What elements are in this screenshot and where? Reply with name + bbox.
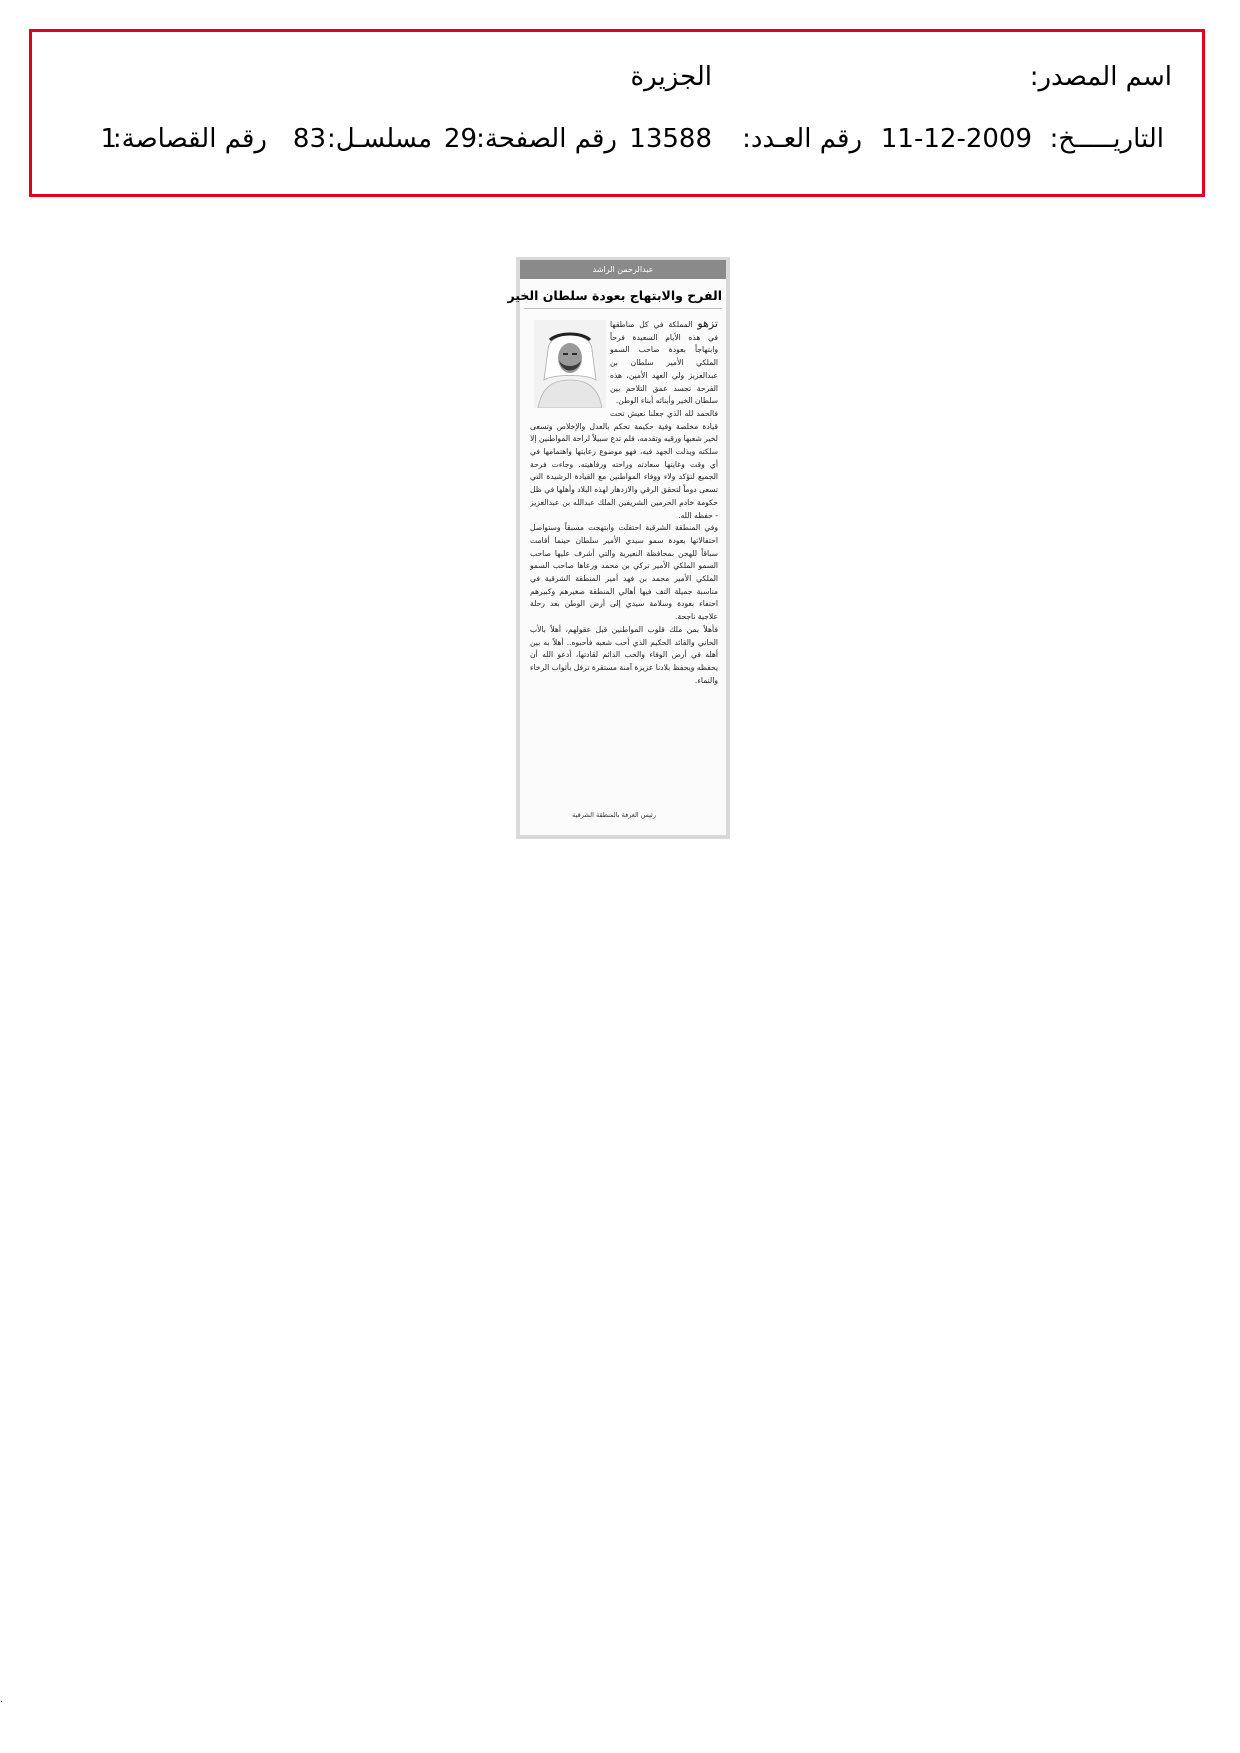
source-value: الجزيرة (630, 62, 712, 92)
source-label: اسم المصدر: (1029, 62, 1172, 92)
clipping-page (507, 260, 726, 835)
article-headline: الفرح والابتهاج بعودة سلطان الخير (524, 284, 722, 309)
details-row (32, 124, 1202, 164)
article-lead-word: تزهو (697, 318, 718, 330)
date-label: التاريـــــخ: (1049, 124, 1164, 154)
clip-number-label: رقم القصاصة: (112, 124, 267, 154)
paragraph-1: المملكة في كل مناطقها في هذه الأيام السعيدة فرحاً وابتهاجاً بعودة صاحب السمو الملكي الأمير سلطان بن عبدالعزيز ولي العهد الأمين، هذه الفرحة تجسد عمق التلاحم بين سلطان الخير وأبنائه أبناء الوطن. (610, 320, 718, 406)
author-signature: رئيس الغرفة بالمنطقة الشرقية (572, 811, 656, 819)
source-info-box (29, 29, 1205, 197)
date-value: 11-12-2009 (880, 124, 1032, 154)
issue-label: رقم العـدد: (742, 124, 862, 154)
clip-number-value: 1 (100, 124, 117, 154)
page-label: رقم الصفحة: (476, 124, 617, 154)
page-value: 29 (443, 124, 477, 154)
scan-mark: . (0, 1694, 4, 1705)
paragraph-4: فأهلاً بمن ملك قلوب المواطنين قبل عقولهم، أهلاً بالأب الحاني والقائد الحكيم الذي أحب شعبه فأحبوه.. أهلاً به بين أهله في أرض الوفاء والحب الدائم لقادتها، أدعو الله أن يحفظه ويحفظ بلادنا عزيزة آمنة مستقرة ترفل بأثواب الرخاء والنماء. (530, 624, 718, 685)
serial-label: مسلسـل: (327, 124, 432, 154)
author-name-bar: عبدالرحمن الراشد (520, 260, 726, 279)
paragraph-3: وفي المنطقة الشرقية احتفلت وابتهجت مسبقاً وستواصل احتفالاتها بعودة سمو سيدي الأمير سلطان حينما أقامت سباقاً للهجن بمحافظة النعيرية والتي أشرف عليها صاحب السمو الملكي الأمير تركي بن محمد ورعاها صاحب السمو الملكي الأمير محمد بن فهد أمير المنطقة الشرقية في مناسبة جميلة التف فيها أهالي المنطقة صغيرهم وكبيرهم احتفاء بعودة وسلامة سيدي إلى أرض الوطن بعد رحلة علاجية ناجحة. (530, 523, 718, 622)
source-row (32, 62, 1202, 102)
serial-value: 83 (292, 124, 326, 154)
newspaper-clipping (507, 257, 730, 839)
paragraph-2: فالحمد لله الذي جعلنا نعيش تحت قيادة مخلصة وفية حكيمة تحكم بالعدل والإخلاص وتسعى لخير شعبها ورقيه وتقدمه، فلم تدع سبيلاً لراحة المواطنين إلا سلكته وبذلت الجهد فيه، فهو موضوع رعايتها واهتمامها في أي وقت وغايتها سعادته وراحته ورفاهيته. وجاءت فرحة الجميع لتؤكد ولاء ووفاء المواطنين مع القيادة الرشيدة التي تسعى دوماً لتحقق الرقي والازدهار لهذه البلاد وأهلها في ظل حكومة خادم الحرمين الشريفين الملك عبدالله بن عبدالعزيز - حفظه الله. (530, 408, 718, 520)
issue-value: 13588 (629, 124, 712, 154)
article-body (530, 318, 718, 825)
